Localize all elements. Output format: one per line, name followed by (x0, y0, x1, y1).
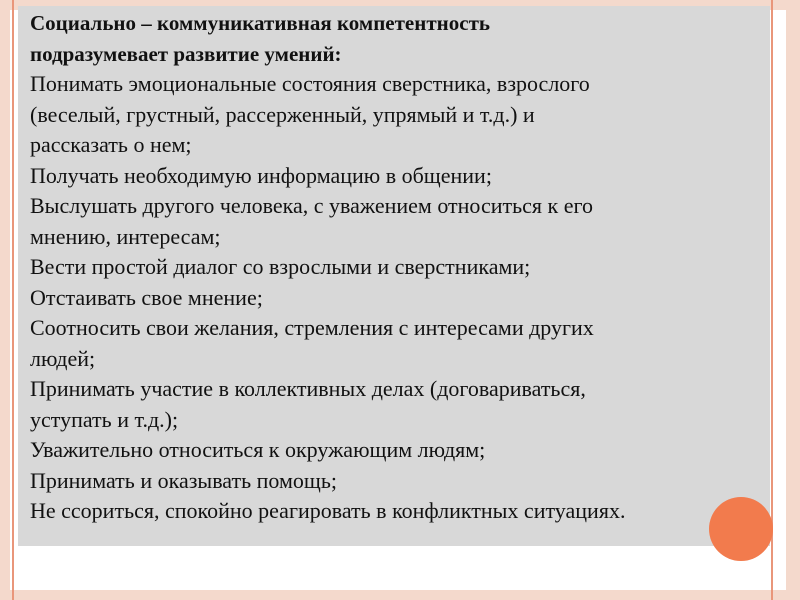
text-line: Получать необходимую информацию в общении; (30, 162, 492, 188)
heading-line-2: подразумевает развитие умений: (30, 41, 342, 66)
text-line: (веселый, грустный, рассерженный, упрямый и т.д.) и (30, 101, 535, 127)
slide-content (30, 8, 770, 527)
text-line: людей; (30, 345, 96, 371)
left-accent-line (12, 0, 14, 600)
text-line: Принимать участие в коллективных делах (договариваться, (30, 376, 586, 401)
text-line: Уважительно относиться к окружающим людям; (30, 437, 486, 462)
text-line: Отстаивать свое мнение; (30, 284, 263, 310)
text-line: Вести простой диалог со взрослыми и сверстниками; (30, 254, 531, 279)
decorative-circle (709, 497, 773, 561)
text-line: Понимать эмоциональные состояния сверстника, взрослого (30, 71, 590, 96)
text-line: Не ссориться, спокойно реагировать в конфликтных ситуациях. (30, 498, 626, 523)
text-line: Соотносить свои желания, стремления с интересами других (30, 315, 594, 340)
text-line: мнению, интересам; (30, 223, 221, 249)
heading-line-1: Социально – коммуникативная компетентность (30, 11, 491, 35)
text-line: Принимать и оказывать помощь; (30, 467, 337, 493)
text-line: Выслушать другого человека, с уважением относиться к его (30, 193, 593, 218)
right-accent-line (771, 0, 773, 600)
text-line: рассказать о нем; (30, 132, 192, 157)
text-line: уступать и т.д.); (30, 406, 179, 432)
